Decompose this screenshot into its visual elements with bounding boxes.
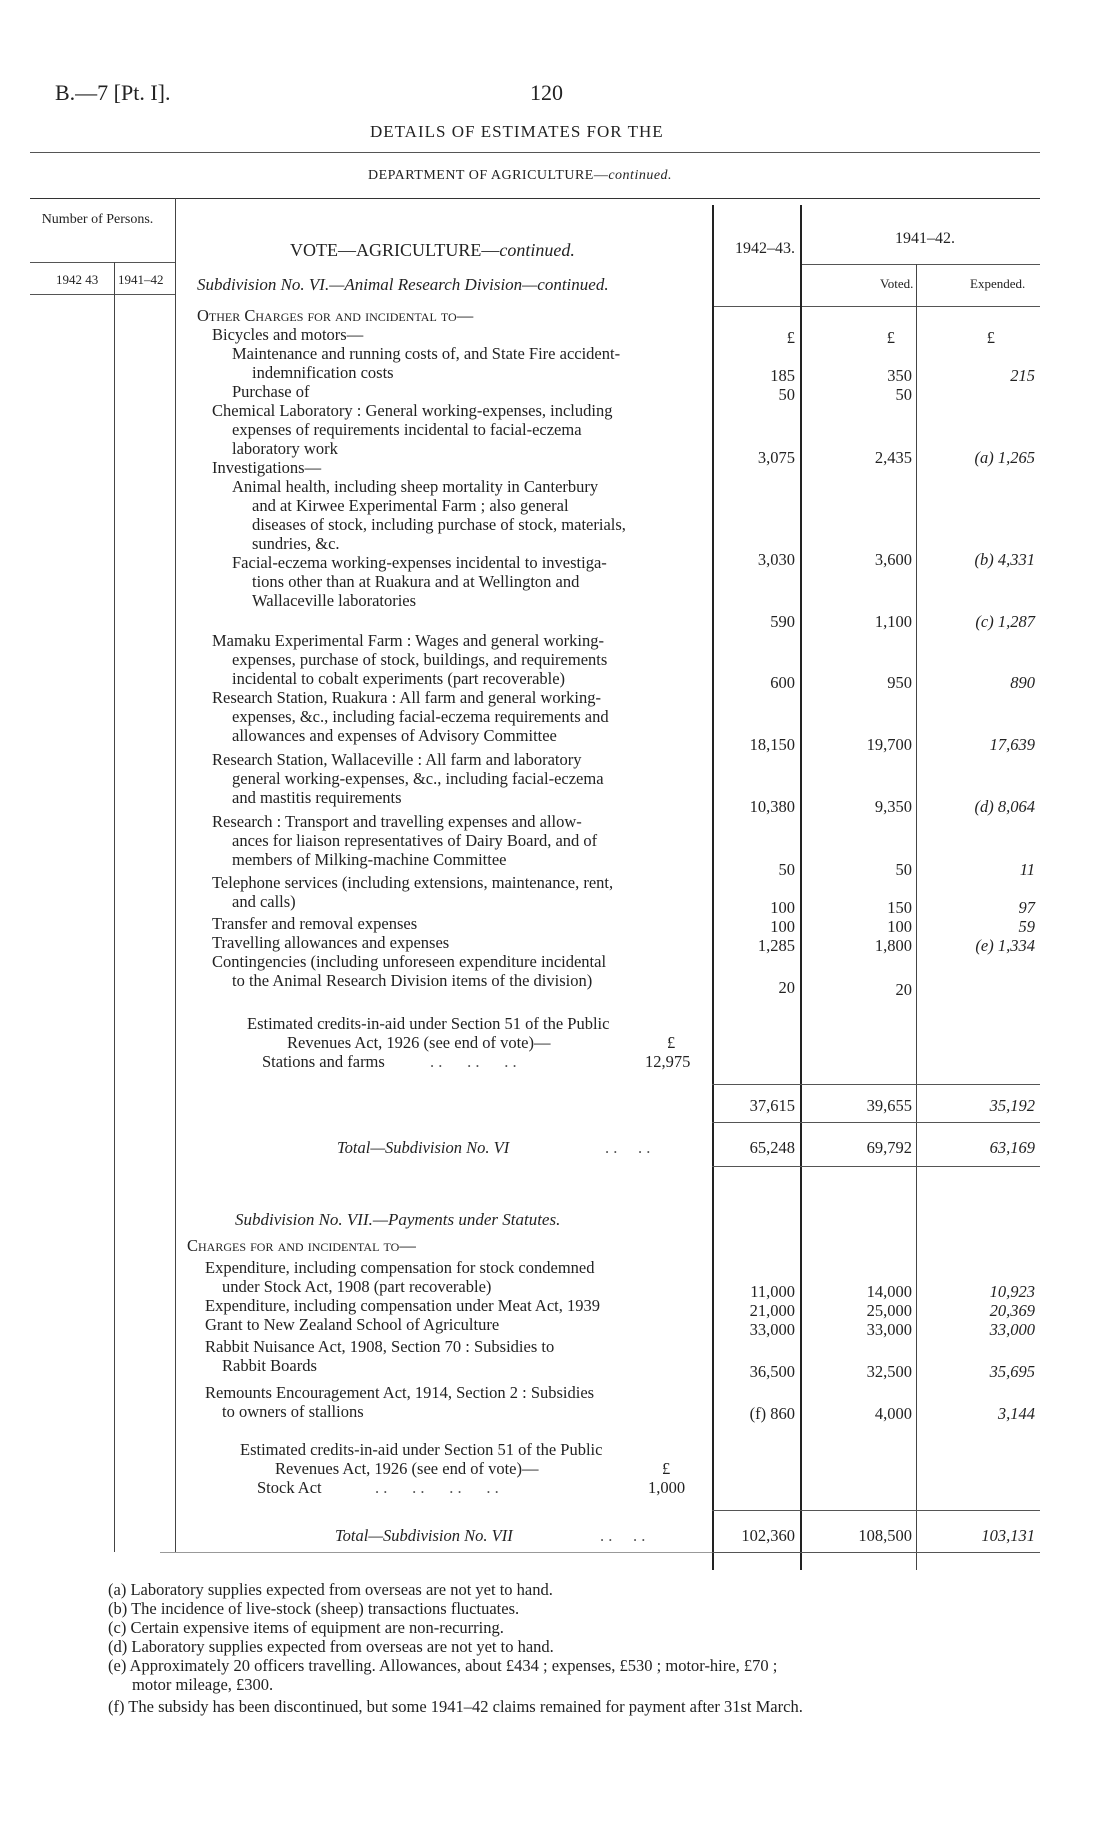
contingencies-item: to the Animal Research Division items of the division) [232, 971, 593, 990]
maintenance-item: indemnification costs [252, 363, 394, 382]
department-title: DEPARTMENT OF AGRICULTURE—continued. [368, 168, 673, 183]
animal-health-item: sundries, &c. [252, 534, 340, 553]
other-charges-heading: Other Charges for and incidental to— [197, 306, 474, 325]
footnote-b: (b) The incidence of live-stock (sheep) transactions fluctuates. [108, 1599, 520, 1618]
subdivision-7-total-label: Total—Subdivision No. VII [335, 1526, 513, 1545]
footnote-a: (a) Laboratory supplies expected from overseas are not yet to hand. [108, 1580, 553, 1599]
subtotal-expended: 35,192 [989, 1096, 1035, 1115]
table-top-rule [30, 198, 1040, 199]
footnote-e-cont: motor mileage, £300. [132, 1675, 274, 1694]
total-6-1942-43: 65,248 [749, 1138, 795, 1157]
school-grant-item: Grant to New Zealand School of Agriculture [205, 1315, 500, 1334]
page-number: 120 [530, 80, 563, 105]
mamaku-farm-item: incidental to cobalt experiments (part recoverable) [232, 669, 566, 688]
page-title: DETAILS OF ESTIMATES FOR THE [370, 122, 664, 141]
footnote-f: (f) The subsidy has been discontinued, but some 1941–42 claims remained for payment after 31st March. [108, 1697, 803, 1716]
meat-act-item: Expenditure, including compensation under Meat Act, 1939 [205, 1296, 600, 1315]
page-reference: B.—7 [Pt. I]. [55, 80, 171, 105]
transfer-item: Transfer and removal expenses [212, 914, 418, 933]
total-7-voted: 108,500 [858, 1526, 912, 1545]
bicycles-line: Bicycles and motors— [212, 325, 364, 344]
credits-stations-farms-value: 12,975 [645, 1052, 691, 1071]
facial-eczema-item: Wallaceville laboratories [252, 591, 417, 610]
subdivision-7-heading: Subdivision No. VII.—Payments under Statutes. [235, 1210, 561, 1229]
col-1941-42: 1941–42. [895, 230, 955, 247]
vote-heading: VOTE—AGRICULTURE—continued. [290, 240, 575, 260]
footnote-e: (e) Approximately 20 officers travelling. Allowances, about £434 ; expenses, £530 ; motor-hire, £70 ; [108, 1656, 778, 1675]
header-rule [30, 152, 1040, 153]
pound-c3: £ [986, 328, 995, 347]
total-6-expended: 63,169 [989, 1138, 1035, 1157]
pound-c2: £ [886, 328, 895, 347]
credits-stock-act-value: 1,000 [648, 1478, 686, 1497]
footnote-c: (c) Certain expensive items of equipment are non-recurring. [108, 1618, 504, 1637]
remounts-item: to owners of stallions [222, 1402, 364, 1421]
research-transport-item: members of Milking-machine Committee [232, 850, 507, 869]
persons-year-1: 1942 43 [56, 272, 99, 287]
wallaceville-station-item: and mastitis requirements [232, 788, 402, 807]
persons-header: Number of Persons. [41, 212, 154, 227]
col-1942-43: 1942–43. [735, 240, 795, 257]
ruakura-station-item: allowances and expenses of Advisory Committee [232, 726, 557, 745]
chemical-laboratory-item: laboratory work [232, 439, 338, 458]
col-expended: Expended. [970, 276, 1026, 291]
rabbit-nuisance-item: Rabbit Boards [222, 1356, 317, 1375]
pound-c1: £ [786, 328, 795, 347]
travelling-item: Travelling allowances and expenses [212, 933, 450, 952]
total-7-expended: 103,131 [981, 1526, 1035, 1545]
total-7-1942-43: 102,360 [741, 1526, 795, 1545]
col-voted: Voted. [880, 276, 914, 291]
subdivision-6-total-label: Total—Subdivision No. VI [337, 1138, 510, 1157]
subtotal-voted: 39,655 [866, 1096, 912, 1115]
stock-act-item: under Stock Act, 1908 (part recoverable) [222, 1277, 492, 1296]
subtotal-1942-43: 37,615 [749, 1096, 795, 1115]
telephone-item: and calls) [232, 892, 296, 911]
credits-stations-farms: Stations and farms [262, 1052, 385, 1071]
subdivision-6-heading: Subdivision No. VI.—Animal Research Division—continued. [197, 275, 609, 294]
purchase-item: Purchase of [232, 382, 310, 401]
total-6-voted: 69,792 [866, 1138, 912, 1157]
persons-year-2: 1941–42 [118, 272, 164, 287]
charges-heading: Charges for and incidental to— [187, 1236, 416, 1255]
footnote-d: (d) Laboratory supplies expected from overseas are not yet to hand. [108, 1637, 554, 1656]
credits-stock-act: Stock Act [257, 1478, 322, 1497]
